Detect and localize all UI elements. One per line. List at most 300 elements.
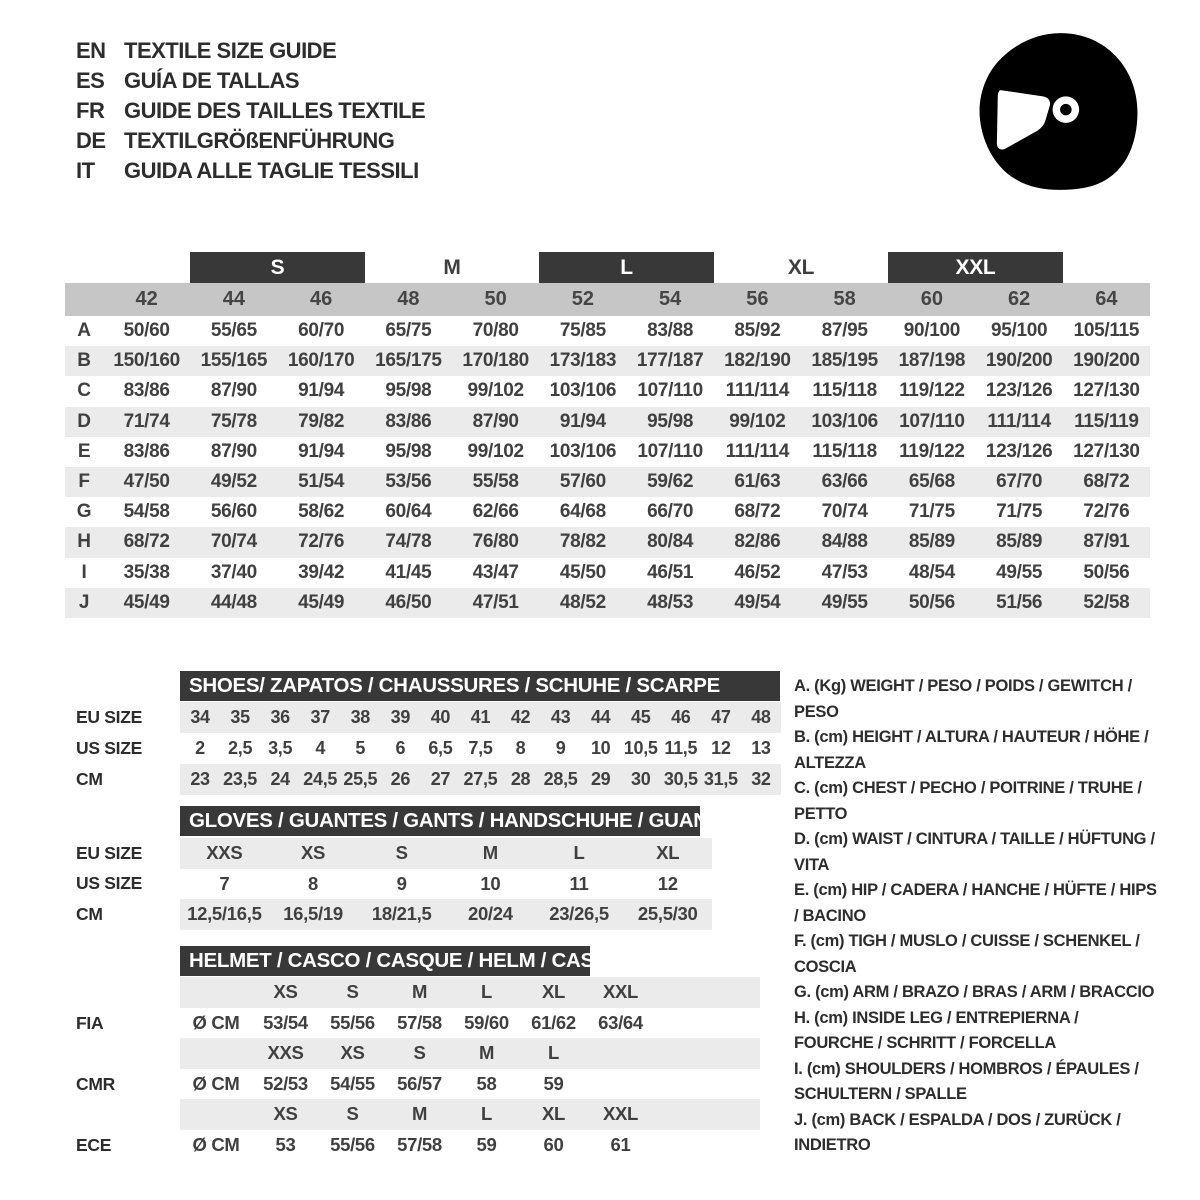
language-row (76, 156, 425, 186)
size-value-cell: 54/58 (123, 501, 170, 523)
shoes-eu-cell: 38 (350, 707, 370, 727)
shoes-cm-row (180, 764, 781, 795)
size-value-cell: 51/56 (996, 591, 1043, 613)
size-value-cell: 72/76 (1083, 501, 1130, 523)
size-value-cell: 45/49 (123, 591, 170, 613)
size-value-cell: 68/72 (734, 501, 781, 523)
size-value-cell: 55/65 (210, 320, 257, 341)
size-value-cell: 173/183 (549, 350, 617, 372)
size-value-cell: 48/54 (908, 561, 955, 583)
gloves-cm-cell: 18/21,5 (371, 903, 432, 924)
helmet-section-header: HELMET / CASCO / CASQUE / HELM / CASCO (180, 946, 590, 976)
row-letter: D (77, 410, 91, 432)
size-value-cell: 82/86 (734, 531, 781, 553)
size-value-cell: 115/118 (812, 380, 877, 402)
size-value-cell: 91/94 (298, 440, 345, 462)
size-value-cell: 35/38 (123, 561, 170, 583)
size-value-cell: 91/94 (559, 410, 606, 432)
size-value-cell: 111/114 (987, 410, 1051, 432)
size-value-cell: 44/48 (210, 591, 257, 613)
gloves-cm-cell: 25,5/30 (637, 903, 698, 924)
language-title: TEXTILE SIZE GUIDE (124, 38, 337, 63)
size-value-cell: 83/86 (385, 410, 432, 432)
size-column-header: 50 (484, 288, 507, 310)
row-letter: E (77, 440, 91, 462)
language-row (76, 96, 425, 126)
size-column-header: 64 (1095, 288, 1118, 310)
shoes-cm-cell: 28 (510, 769, 531, 789)
size-value-cell: 107/110 (899, 410, 965, 432)
size-value-cell: 45/49 (298, 591, 345, 613)
size-band-xxl: XXL (888, 252, 1063, 283)
size-row-a (65, 316, 1150, 346)
size-value-cell: 87/90 (210, 440, 257, 462)
shoes-table (180, 702, 781, 795)
gloves-cm-cell: 20/24 (467, 903, 513, 924)
size-column-header: 54 (659, 288, 682, 310)
size-value-cell: 87/90 (210, 380, 257, 402)
shoes-cm-cell: 31,5 (703, 769, 738, 789)
size-value-cell: 49/52 (210, 470, 257, 492)
size-value-cell: 123/126 (985, 440, 1053, 462)
size-value-cell: 95/98 (385, 380, 432, 402)
size-value-cell: 79/82 (298, 410, 345, 432)
helmet-value-cell: 61/62 (531, 1011, 576, 1033)
row-letter: J (78, 591, 90, 613)
size-value-cell: 85/89 (908, 531, 955, 553)
shoes-us-cell: 7,5 (468, 738, 493, 758)
size-value-cell: 187/198 (898, 350, 966, 372)
size-row-e (65, 437, 1150, 467)
shoes-cm-cell: 28,5 (543, 769, 578, 789)
shoes-cm-cell: 25,5 (343, 769, 378, 789)
shoes-cm-cell: 30 (631, 769, 651, 789)
gloves-eu-cell: M (482, 842, 498, 863)
helmet-size-header-cell: XXS (267, 1042, 304, 1063)
size-value-cell: 85/89 (996, 531, 1043, 553)
helmet-value-cell: 55/56 (330, 1133, 375, 1155)
size-value-cell: 50/56 (908, 591, 955, 613)
shoes-us-cell: 8 (515, 738, 526, 758)
helmet-size-header-cell: M (411, 981, 428, 1002)
size-value-cell: 95/98 (385, 440, 432, 462)
shoes-eu-size-label: EU SIZE (76, 707, 142, 727)
gloves-cm-cell: 12,5/16,5 (187, 903, 262, 924)
shoes-cm-cell: 23 (190, 769, 210, 789)
helmet-data-row (180, 1008, 760, 1039)
size-band-m: M (443, 256, 461, 279)
language-title: GUIDA ALLE TAGLIE TESSILI (124, 158, 419, 183)
size-value-cell: 190/200 (985, 350, 1053, 372)
size-value-cell: 103/106 (811, 410, 878, 432)
legend-item: A. (Kg) WEIGHT / PESO / POIDS / GEWITCH / PESO (794, 677, 1132, 721)
size-value-cell: 91/94 (298, 380, 345, 402)
shoes-cm-cell: 26 (390, 769, 411, 789)
legend-item: E. (cm) HIP / CADERA / HANCHE / HÜFTE / HIPS / BACINO (794, 881, 1157, 925)
size-column-header: 44 (222, 288, 245, 310)
size-value-cell: 115/118 (812, 440, 877, 462)
helmet-unit-cell: Ø CM (192, 1011, 240, 1033)
language-code: DE (76, 128, 106, 153)
size-value-cell: 46/50 (385, 591, 432, 613)
helmet-size-header-cell: XXL (602, 981, 639, 1002)
shoes-section-header: SHOES/ ZAPATOS / CHAUSSURES / SCHUHE / SCARPE (180, 671, 780, 701)
helmet-sizes-row (180, 1038, 760, 1069)
language-title: TEXTILGRÖßENFÜHRUNG (124, 128, 395, 153)
size-value-cell: 105/115 (1073, 320, 1140, 341)
size-value-cell: 65/68 (908, 470, 955, 492)
size-value-cell: 85/92 (734, 320, 781, 341)
size-value-cell: 65/75 (385, 320, 432, 341)
gloves-cm-cell: 23/26,5 (549, 903, 609, 924)
gloves-us-cell: 7 (219, 872, 230, 894)
size-value-cell: 83/88 (647, 320, 694, 341)
helmet-size-header-cell: S (346, 1103, 359, 1124)
size-column-header: 58 (833, 288, 856, 310)
shoes-eu-cell: 35 (230, 707, 250, 727)
gloves-table (180, 838, 712, 930)
shoes-eu-row (180, 702, 781, 733)
helmet-data-row (180, 1069, 760, 1100)
gloves-us-cell: 9 (396, 872, 407, 894)
shoes-cm-cell: 30,5 (663, 769, 698, 789)
size-value-cell: 70/80 (472, 320, 519, 341)
size-value-cell: 64/68 (559, 501, 606, 523)
measurement-legend (794, 674, 1162, 1159)
size-value-cell: 99/102 (729, 410, 786, 432)
size-value-cell: 107/110 (637, 440, 703, 462)
helmet-value-cell: 53/54 (263, 1011, 308, 1033)
size-value-cell: 61/63 (734, 470, 781, 492)
helmet-unit-cell (180, 1099, 252, 1130)
gloves-us-row (180, 869, 712, 900)
shoes-us-cell: 10 (590, 738, 611, 758)
helmet-size-header-cell: M (478, 1042, 495, 1063)
size-value-cell: 95/100 (990, 320, 1048, 341)
shoes-us-cell: 2 (195, 738, 205, 758)
language-row (76, 36, 425, 66)
size-value-cell: 90/100 (903, 320, 961, 341)
size-value-cell: 115/119 (1074, 410, 1139, 432)
language-code: ES (76, 68, 105, 93)
helmet-ece-label: ECE (76, 1135, 112, 1155)
size-value-cell: 50/56 (1083, 561, 1130, 583)
size-value-cell: 46/52 (734, 561, 781, 583)
size-row-c (65, 376, 1150, 406)
shoes-cm-cell: 24 (270, 769, 290, 789)
size-value-cell: 87/95 (821, 320, 868, 341)
language-row (76, 66, 425, 96)
helmet-data-row (180, 1130, 760, 1161)
shoes-cm-cell: 29 (590, 769, 611, 789)
size-value-cell: 62/66 (472, 501, 519, 523)
size-value-cell: 58/62 (298, 501, 345, 523)
gloves-us-cell: 11 (569, 872, 589, 894)
helmet-value-cell: 59 (476, 1133, 497, 1155)
size-value-cell: 57/60 (559, 470, 606, 492)
row-letter: C (77, 380, 91, 402)
helmet-value-cell: 60 (543, 1133, 564, 1155)
gloves-cm-row (180, 899, 712, 930)
size-value-cell: 83/86 (123, 380, 170, 402)
helmet-value-cell: 55/56 (330, 1011, 375, 1033)
helmet-size-header-cell: L (480, 1103, 492, 1124)
size-value-cell: 50/60 (123, 320, 170, 341)
size-value-cell: 75/78 (210, 410, 257, 432)
size-value-cell: 37/40 (210, 561, 257, 583)
helmet-value-cell (587, 1069, 654, 1100)
size-band-row (65, 252, 1150, 283)
helmet-size-header-cell: XS (340, 1042, 365, 1063)
row-letter: H (77, 531, 91, 553)
legend-item: H. (cm) INSIDE LEG / ENTREPIERNA / FOURCHE / SCHRITT / FORCELLA (794, 1008, 1079, 1052)
size-band-s: S (190, 252, 365, 283)
helmet-value-cell: 61 (610, 1133, 631, 1155)
shoes-eu-cell: 48 (751, 707, 771, 727)
gloves-cm-cell: 16,5/19 (283, 903, 343, 924)
size-value-cell: 150/160 (113, 350, 180, 372)
size-value-cell: 76/80 (472, 531, 519, 553)
gloves-us-size-label: US SIZE (76, 873, 142, 893)
row-letter: I (81, 561, 87, 583)
row-letter: B (77, 350, 91, 372)
gloves-cm-label: CM (76, 904, 103, 924)
helmet-unit-cell: Ø CM (192, 1072, 240, 1094)
helmet-size-header-cell: M (411, 1103, 428, 1124)
size-value-cell: 39/42 (298, 561, 345, 583)
size-value-cell: 49/55 (996, 561, 1043, 583)
size-value-cell: 87/91 (1083, 531, 1130, 553)
shoes-eu-cell: 34 (190, 707, 210, 727)
shoes-eu-cell: 41 (470, 707, 491, 727)
helmet-size-header-cell (587, 1038, 654, 1069)
language-code: IT (76, 158, 95, 183)
gloves-us-cell: 10 (480, 872, 501, 894)
size-value-cell: 103/106 (549, 380, 617, 402)
size-value-cell: 71/75 (996, 501, 1043, 523)
helmet-table (180, 977, 760, 1160)
size-value-cell: 75/85 (559, 320, 606, 341)
shoes-cm-cell: 27 (430, 769, 451, 789)
helmet-size-header-cell: L (547, 1042, 559, 1063)
size-value-cell: 72/76 (298, 531, 345, 553)
shoes-us-cell: 12 (711, 738, 731, 758)
number-row-spacer (65, 283, 103, 316)
helmet-fia-label: FIA (76, 1013, 104, 1033)
size-value-cell: 80/84 (647, 531, 694, 553)
shoes-eu-cell: 37 (310, 707, 330, 727)
size-value-cell: 185/195 (811, 350, 878, 372)
shoes-us-cell: 5 (355, 738, 366, 758)
legend-item: B. (cm) HEIGHT / ALTURA / HAUTEUR / HÖHE / ALTEZZA (794, 728, 1149, 772)
size-value-cell: 74/78 (385, 531, 432, 553)
size-value-cell: 99/102 (467, 440, 524, 462)
size-value-cell: 68/72 (123, 531, 170, 553)
size-value-cell: 160/170 (287, 350, 355, 372)
shoes-eu-cell: 42 (510, 707, 531, 727)
size-band-xl: XL (787, 256, 815, 279)
legend-item: I. (cm) SHOULDERS / HOMBROS / ÉPAULES / SCHULTERN / SPALLE (794, 1059, 1139, 1103)
helmet-value-cell: 57/58 (397, 1133, 442, 1155)
size-value-cell: 67/70 (996, 470, 1043, 492)
size-value-cell: 119/122 (899, 440, 965, 462)
size-value-cell: 127/130 (1073, 380, 1140, 402)
helmet-value-cell: 52/53 (263, 1072, 308, 1094)
gloves-eu-size-label: EU SIZE (76, 843, 142, 863)
shoes-us-cell: 9 (555, 738, 566, 758)
language-title: GUIDE DES TAILLES TEXTILE (124, 98, 426, 123)
language-row (76, 126, 425, 156)
legend-item: G. (cm) ARM / BRAZO / BRAS / ARM / BRACCIO (794, 983, 1155, 1001)
shoes-cm-cell: 27,5 (463, 769, 498, 789)
size-value-cell: 78/82 (559, 531, 606, 553)
shoes-us-cell: 10,5 (623, 738, 658, 758)
shoes-eu-cell: 40 (430, 707, 451, 727)
helmet-value-cell: 59/60 (464, 1011, 509, 1033)
racing-helmet-icon (968, 30, 1146, 198)
gloves-eu-cell: XXS (206, 842, 243, 863)
size-row-d (65, 407, 1150, 437)
gloves-eu-cell: XS (300, 842, 326, 863)
helmet-value-cell: 54/55 (330, 1072, 375, 1094)
language-code: EN (76, 38, 106, 63)
size-value-cell: 45/50 (559, 561, 606, 583)
language-list (76, 36, 425, 186)
size-row-f (65, 467, 1150, 497)
size-number-row (65, 283, 1150, 316)
helmet-sizes-row (180, 1099, 760, 1130)
size-value-cell: 68/72 (1083, 470, 1130, 492)
size-value-cell: 119/122 (899, 380, 965, 402)
size-column-header: 62 (1008, 288, 1031, 310)
size-value-cell: 47/51 (472, 591, 519, 613)
size-row-b (65, 346, 1150, 376)
shoes-us-size-label: US SIZE (76, 738, 142, 758)
size-column-header: 48 (397, 288, 420, 310)
size-value-cell: 155/165 (200, 350, 268, 372)
size-value-cell: 71/74 (123, 410, 170, 432)
size-value-cell: 52/58 (1083, 591, 1130, 613)
size-value-cell: 170/180 (462, 350, 529, 372)
size-value-cell: 177/187 (636, 350, 704, 372)
row-letter: A (77, 320, 91, 341)
row-letter: G (76, 501, 92, 523)
size-value-cell: 83/86 (123, 440, 170, 462)
size-value-cell: 95/98 (647, 410, 694, 432)
shoes-eu-cell: 36 (270, 707, 290, 727)
gloves-eu-cell: XL (656, 842, 680, 863)
size-value-cell: 53/56 (385, 470, 432, 492)
helmet-size-header-cell: L (480, 981, 492, 1002)
gloves-eu-cell: S (395, 842, 408, 863)
shoes-us-cell: 4 (315, 738, 326, 758)
legend-item: J. (cm) BACK / ESPALDA / DOS / ZURÜCK / INDIETRO (794, 1110, 1121, 1154)
size-value-cell: 127/130 (1073, 440, 1140, 462)
shoes-cm-cell: 23,5 (223, 769, 258, 789)
size-value-cell: 111/114 (725, 440, 790, 462)
legend-item: F. (cm) TIGH / MUSLO / CUISSE / SCHENKEL / COSCIA (794, 932, 1140, 976)
size-value-cell: 70/74 (821, 501, 868, 523)
size-value-cell: 84/88 (821, 531, 868, 553)
shoes-us-cell: 11,5 (664, 738, 698, 758)
size-row-i (65, 558, 1150, 588)
size-value-cell: 55/58 (472, 470, 519, 492)
size-column-header: 52 (571, 288, 594, 310)
size-value-cell: 165/175 (375, 350, 442, 372)
size-value-cell: 87/90 (472, 410, 519, 432)
size-value-cell: 47/53 (821, 561, 868, 583)
helmet-value-cell: 53 (275, 1133, 296, 1155)
main-size-table (65, 252, 1150, 618)
size-value-cell: 66/70 (647, 501, 694, 523)
gloves-us-cell: 8 (308, 872, 318, 894)
shoes-us-cell: 2,5 (228, 738, 253, 758)
shoes-eu-cell: 43 (550, 707, 571, 727)
size-value-cell: 111/114 (725, 380, 790, 402)
size-value-cell: 51/54 (298, 470, 345, 492)
legend-item: D. (cm) WAIST / CINTURA / TAILLE / HÜFTUNG / VITA (794, 830, 1155, 874)
helmet-size-header-cell: XS (273, 1103, 298, 1124)
shoes-us-cell: 3,5 (268, 738, 293, 758)
size-value-cell: 63/66 (821, 470, 868, 492)
size-value-cell: 123/126 (985, 380, 1053, 402)
helmet-cmr-label: CMR (76, 1074, 115, 1094)
size-value-cell: 59/62 (647, 470, 694, 492)
helmet-sizes-row (180, 977, 760, 1008)
helmet-value-cell: 63/64 (598, 1011, 643, 1033)
helmet-value-cell: 56/57 (397, 1072, 442, 1094)
language-code: FR (76, 98, 105, 123)
size-value-cell: 103/106 (549, 440, 617, 462)
size-column-header: 46 (310, 288, 333, 310)
size-table-body (65, 316, 1150, 618)
helmet-size-header-cell: S (413, 1042, 426, 1063)
size-row-j (65, 588, 1150, 618)
size-value-cell: 49/54 (734, 591, 781, 613)
size-column-header: 60 (920, 288, 943, 310)
helmet-value-cell: 58 (476, 1072, 497, 1094)
size-value-cell: 107/110 (637, 380, 703, 402)
helmet-size-header-cell: XL (541, 981, 566, 1002)
size-value-cell: 56/60 (210, 501, 257, 523)
size-column-header: 56 (746, 288, 769, 310)
helmet-size-header-cell: XL (541, 1103, 566, 1124)
helmet-value-cell: 59 (543, 1072, 564, 1094)
helmet-size-header-cell: S (346, 981, 359, 1002)
helmet-unit-cell (180, 977, 252, 1008)
shoes-us-cell: 13 (751, 738, 771, 758)
gloves-section-header: GLOVES / GUANTES / GANTS / HANDSCHUHE / GUANTI (180, 806, 700, 836)
size-band-l: L (539, 252, 714, 283)
gloves-eu-row (180, 838, 712, 869)
size-column-header: 42 (135, 288, 158, 310)
shoes-us-cell: 6 (395, 738, 406, 758)
shoes-cm-cell: 32 (751, 769, 771, 789)
gloves-eu-cell: L (573, 842, 585, 863)
shoes-eu-cell: 47 (711, 707, 731, 727)
helmet-value-cell: 57/58 (397, 1011, 442, 1033)
size-value-cell: 48/52 (559, 591, 606, 613)
size-value-cell: 70/74 (210, 531, 257, 553)
row-letter: F (78, 470, 90, 492)
shoes-eu-cell: 39 (390, 707, 411, 727)
legend-item: C. (cm) CHEST / PECHO / POITRINE / TRUHE / PETTO (794, 779, 1142, 823)
size-value-cell: 71/75 (908, 501, 955, 523)
size-value-cell: 43/47 (472, 561, 519, 583)
size-value-cell: 46/51 (647, 561, 694, 583)
shoes-cm-label: CM (76, 769, 103, 789)
size-row-g (65, 497, 1150, 527)
